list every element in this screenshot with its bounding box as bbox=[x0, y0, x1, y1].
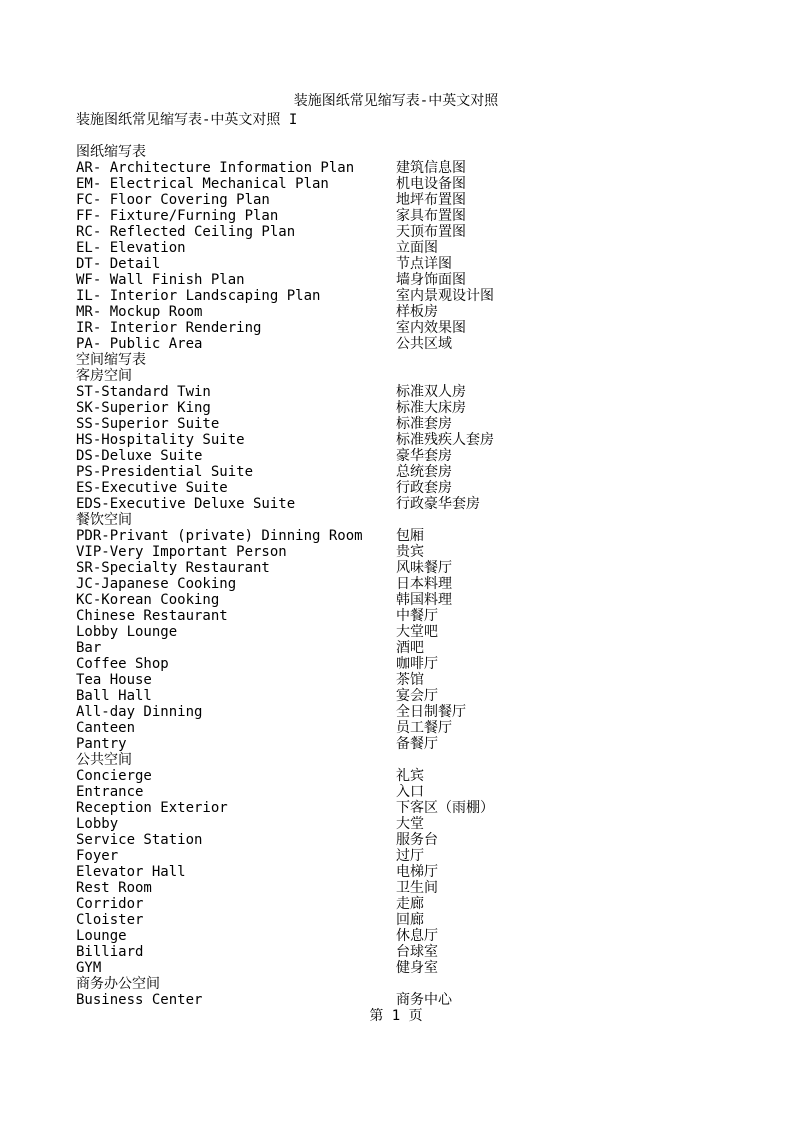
abbreviation-row bbox=[76, 608, 776, 624]
page-footer bbox=[0, 1008, 792, 1024]
chinese-term: 行政套房 bbox=[396, 480, 452, 496]
abbreviation-row bbox=[76, 768, 776, 784]
abbreviation-row bbox=[76, 272, 776, 288]
english-term: PDR-Privant (private) Dinning Room bbox=[76, 528, 363, 544]
abbreviation-row bbox=[76, 832, 776, 848]
chinese-term: 样板房 bbox=[396, 304, 438, 320]
section-heading-text: 图纸缩写表 bbox=[76, 144, 146, 160]
abbreviation-row bbox=[76, 896, 776, 912]
english-term: All-day Dinning bbox=[76, 704, 203, 720]
chinese-term: 下客区（雨棚） bbox=[396, 800, 494, 816]
chinese-term: 宴会厅 bbox=[396, 688, 438, 704]
abbreviation-row bbox=[76, 400, 776, 416]
chinese-term: 卫生间 bbox=[396, 880, 438, 896]
abbreviation-row bbox=[76, 880, 776, 896]
abbreviation-row bbox=[76, 848, 776, 864]
english-term: IR- Interior Rendering bbox=[76, 320, 262, 336]
chinese-term: 茶馆 bbox=[396, 672, 424, 688]
abbreviation-row bbox=[76, 336, 776, 352]
english-term: EM- Electrical Mechanical Plan bbox=[76, 176, 329, 192]
abbreviation-row bbox=[76, 176, 776, 192]
section-heading bbox=[76, 368, 776, 384]
abbreviation-row bbox=[76, 960, 776, 976]
english-term: MR- Mockup Room bbox=[76, 304, 203, 320]
abbreviation-row bbox=[76, 944, 776, 960]
english-term: FC- Floor Covering Plan bbox=[76, 192, 270, 208]
abbreviation-row bbox=[76, 256, 776, 272]
chinese-term: 入口 bbox=[396, 784, 424, 800]
chinese-term: 标准双人房 bbox=[396, 384, 466, 400]
chinese-term: 立面图 bbox=[396, 240, 438, 256]
english-term: Lounge bbox=[76, 928, 127, 944]
english-term: KC-Korean Cooking bbox=[76, 592, 220, 608]
chinese-term: 标准大床房 bbox=[396, 400, 466, 416]
abbreviation-row bbox=[76, 480, 776, 496]
chinese-term: 标准残疾人套房 bbox=[396, 432, 494, 448]
page-header-title: 装施图纸常见缩写表-中英文对照 bbox=[293, 93, 499, 109]
abbreviation-row bbox=[76, 560, 776, 576]
chinese-term: 备餐厅 bbox=[396, 736, 438, 752]
english-term: Foyer bbox=[76, 848, 119, 864]
abbreviation-row bbox=[76, 464, 776, 480]
chinese-term: 韩国料理 bbox=[396, 592, 452, 608]
english-term: JC-Japanese Cooking bbox=[76, 576, 237, 592]
abbreviation-list bbox=[76, 144, 776, 1008]
abbreviation-row bbox=[76, 544, 776, 560]
abbreviation-row bbox=[76, 448, 776, 464]
english-term: PA- Public Area bbox=[76, 336, 203, 352]
abbreviation-row bbox=[76, 720, 776, 736]
abbreviation-row bbox=[76, 992, 776, 1008]
section-heading bbox=[76, 352, 776, 368]
chinese-term: 室内景观设计图 bbox=[396, 288, 494, 304]
section-heading bbox=[76, 976, 776, 992]
abbreviation-row bbox=[76, 576, 776, 592]
chinese-term: 豪华套房 bbox=[396, 448, 452, 464]
section-heading-text: 客房空间 bbox=[76, 368, 132, 384]
abbreviation-row bbox=[76, 624, 776, 640]
english-term: Canteen bbox=[76, 720, 136, 736]
chinese-term: 休息厅 bbox=[396, 928, 438, 944]
section-heading bbox=[76, 144, 776, 160]
chinese-term: 过厅 bbox=[396, 848, 424, 864]
english-term: GYM bbox=[76, 960, 102, 976]
english-term: HS-Hospitality Suite bbox=[76, 432, 245, 448]
abbreviation-row bbox=[76, 928, 776, 944]
section-heading-text: 餐饮空间 bbox=[76, 512, 132, 528]
abbreviation-row bbox=[76, 864, 776, 880]
chinese-term: 服务台 bbox=[396, 832, 438, 848]
english-term: Entrance bbox=[76, 784, 144, 800]
english-term: Corridor bbox=[76, 896, 144, 912]
english-term: Bar bbox=[76, 640, 102, 656]
chinese-term: 家具布置图 bbox=[396, 208, 466, 224]
chinese-term: 台球室 bbox=[396, 944, 438, 960]
english-term: Chinese Restaurant bbox=[76, 608, 228, 624]
abbreviation-row bbox=[76, 528, 776, 544]
chinese-term: 墙身饰面图 bbox=[396, 272, 466, 288]
chinese-term: 大堂 bbox=[396, 816, 424, 832]
page-header bbox=[0, 93, 792, 109]
abbreviation-row bbox=[76, 288, 776, 304]
abbreviation-row bbox=[76, 160, 776, 176]
english-term: EL- Elevation bbox=[76, 240, 186, 256]
english-term: RC- Reflected Ceiling Plan bbox=[76, 224, 296, 240]
chinese-term: 员工餐厅 bbox=[396, 720, 452, 736]
chinese-term: 大堂吧 bbox=[396, 624, 438, 640]
english-term: Lobby bbox=[76, 816, 119, 832]
english-term: Business Center bbox=[76, 992, 203, 1008]
chinese-term: 电梯厅 bbox=[396, 864, 438, 880]
section-heading-text: 公共空间 bbox=[76, 752, 132, 768]
chinese-term: 酒吧 bbox=[396, 640, 424, 656]
chinese-term: 地坪布置图 bbox=[396, 192, 466, 208]
chinese-term: 行政豪华套房 bbox=[396, 496, 480, 512]
abbreviation-row bbox=[76, 432, 776, 448]
chinese-term: 中餐厅 bbox=[396, 608, 438, 624]
section-heading bbox=[76, 752, 776, 768]
abbreviation-row bbox=[76, 656, 776, 672]
english-term: ST-Standard Twin bbox=[76, 384, 211, 400]
english-term: PS-Presidential Suite bbox=[76, 464, 254, 480]
english-term: SR-Specialty Restaurant bbox=[76, 560, 270, 576]
english-term: VIP-Very Important Person bbox=[76, 544, 287, 560]
abbreviation-row bbox=[76, 800, 776, 816]
english-term: Coffee Shop bbox=[76, 656, 169, 672]
english-term: Concierge bbox=[76, 768, 152, 784]
english-term: DT- Detail bbox=[76, 256, 161, 272]
english-term: WF- Wall Finish Plan bbox=[76, 272, 245, 288]
abbreviation-row bbox=[76, 912, 776, 928]
abbreviation-row bbox=[76, 592, 776, 608]
abbreviation-row bbox=[76, 640, 776, 656]
abbreviation-row bbox=[76, 224, 776, 240]
chinese-term: 商务中心 bbox=[396, 992, 452, 1008]
chinese-term: 节点详图 bbox=[396, 256, 452, 272]
abbreviation-row bbox=[76, 416, 776, 432]
page-number: 第 1 页 bbox=[369, 1008, 423, 1024]
chinese-term: 走廊 bbox=[396, 896, 424, 912]
english-term: Cloister bbox=[76, 912, 144, 928]
chinese-term: 包厢 bbox=[396, 528, 424, 544]
chinese-term: 日本料理 bbox=[396, 576, 452, 592]
english-term: Reception Exterior bbox=[76, 800, 228, 816]
chinese-term: 全日制餐厅 bbox=[396, 704, 466, 720]
abbreviation-row bbox=[76, 208, 776, 224]
section-heading-text: 商务办公空间 bbox=[76, 976, 160, 992]
abbreviation-row bbox=[76, 304, 776, 320]
english-term: EDS-Executive Deluxe Suite bbox=[76, 496, 296, 512]
english-term: DS-Deluxe Suite bbox=[76, 448, 203, 464]
english-term: AR- Architecture Information Plan bbox=[76, 160, 355, 176]
chinese-term: 公共区域 bbox=[396, 336, 452, 352]
section-heading-text: 空间缩写表 bbox=[76, 352, 146, 368]
abbreviation-row bbox=[76, 384, 776, 400]
chinese-term: 标准套房 bbox=[396, 416, 452, 432]
chinese-term: 礼宾 bbox=[396, 768, 424, 784]
english-term: IL- Interior Landscaping Plan bbox=[76, 288, 321, 304]
english-term: Elevator Hall bbox=[76, 864, 186, 880]
chinese-term: 总统套房 bbox=[396, 464, 452, 480]
chinese-term: 机电设备图 bbox=[396, 176, 466, 192]
abbreviation-row bbox=[76, 736, 776, 752]
chinese-term: 健身室 bbox=[396, 960, 438, 976]
chinese-term: 贵宾 bbox=[396, 544, 424, 560]
chinese-term: 咖啡厅 bbox=[396, 656, 438, 672]
abbreviation-row bbox=[76, 496, 776, 512]
chinese-term: 回廊 bbox=[396, 912, 424, 928]
english-term: SS-Superior Suite bbox=[76, 416, 220, 432]
chinese-term: 天顶布置图 bbox=[396, 224, 466, 240]
abbreviation-row bbox=[76, 688, 776, 704]
english-term: Lobby Lounge bbox=[76, 624, 178, 640]
abbreviation-row bbox=[76, 240, 776, 256]
chinese-term: 室内效果图 bbox=[396, 320, 466, 336]
english-term: SK-Superior King bbox=[76, 400, 211, 416]
abbreviation-row bbox=[76, 320, 776, 336]
english-term: Service Station bbox=[76, 832, 203, 848]
abbreviation-row bbox=[76, 672, 776, 688]
abbreviation-row bbox=[76, 784, 776, 800]
english-term: Rest Room bbox=[76, 880, 152, 896]
english-term: Ball Hall bbox=[76, 688, 152, 704]
english-term: ES-Executive Suite bbox=[76, 480, 228, 496]
chinese-term: 建筑信息图 bbox=[396, 160, 466, 176]
section-heading bbox=[76, 512, 776, 528]
english-term: FF- Fixture/Furning Plan bbox=[76, 208, 279, 224]
abbreviation-row bbox=[76, 192, 776, 208]
abbreviation-row bbox=[76, 816, 776, 832]
english-term: Pantry bbox=[76, 736, 127, 752]
chinese-term: 风味餐厅 bbox=[396, 560, 452, 576]
english-term: Tea House bbox=[76, 672, 152, 688]
english-term: Billiard bbox=[76, 944, 144, 960]
abbreviation-row bbox=[76, 704, 776, 720]
document-title: 装施图纸常见缩写表-中英文对照 I bbox=[76, 112, 298, 128]
